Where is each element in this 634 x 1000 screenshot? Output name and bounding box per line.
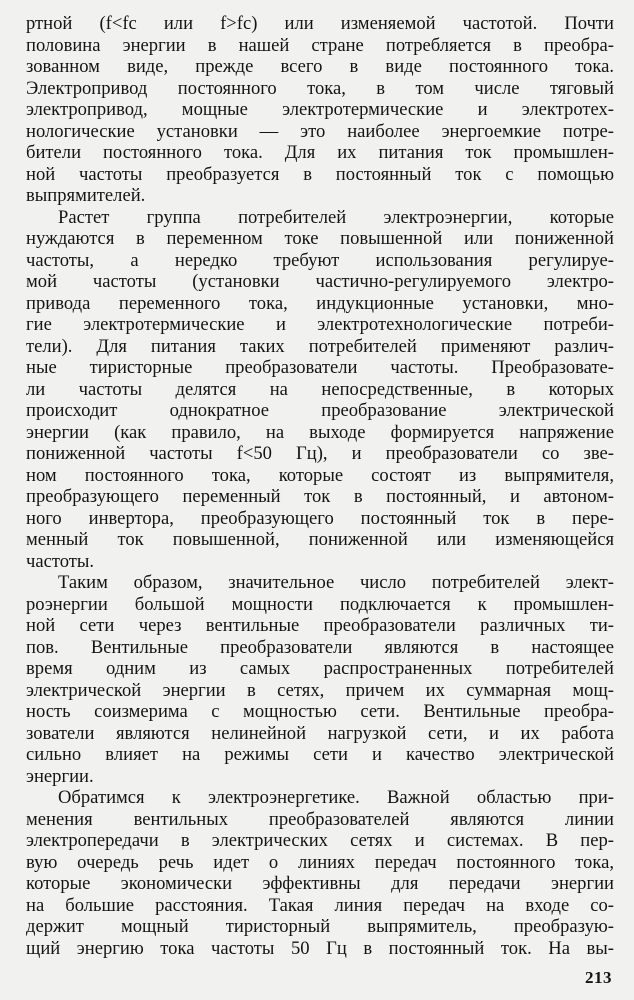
- text-line: гие электротермические и электротехнологические потреби-: [26, 314, 614, 335]
- text-line: частоты.: [26, 550, 95, 572]
- text-line: Растет группа потребителей электроэнергии, которые: [58, 206, 614, 228]
- text-line: Электропривод постоянного тока, в том числе тяговый: [26, 77, 614, 99]
- text-line: ного инвертора, преобразующего постоянный ток в пере-: [26, 507, 614, 529]
- text-line: ртной (f<fc или f>fc) или изменяемой частотой. Почти: [26, 13, 614, 34]
- text-line: происходит однократное преобразование электрической: [26, 400, 614, 421]
- text-line: ность соизмерима с мощностью сети. Вентильные преобра-: [26, 701, 614, 722]
- text-line: пониженной частоты f<50 Гц), и преобразователи со зве-: [26, 443, 614, 464]
- text-line: частоты, а нередко требуют использования регулируе-: [26, 249, 614, 271]
- text-line: электрической энергии в сетях, причем их суммарная мощ-: [26, 679, 614, 701]
- text-line: электропривод, мощные электротермические и электротех-: [26, 99, 614, 120]
- text-line: на большие расстояния. Такая линия передач на входе со-: [26, 894, 614, 916]
- text-line: ном постоянного тока, которые состоят из выпрямителя,: [26, 464, 614, 486]
- text-line: энергии.: [26, 765, 94, 787]
- text-line: тели). Для питания таких потребителей применяют различ-: [26, 335, 614, 357]
- text-line: мой частоты (установки частично-регулируемого электро-: [26, 271, 614, 292]
- text-line: пов. Вентильные преобразователи являются в настоящее: [26, 636, 614, 658]
- text-line: ной частоты преобразуется в постоянный ток с помощью: [26, 163, 614, 185]
- paragraph: [26, 787, 614, 959]
- text-line: ли частоты делятся на непосредственные, в которых: [26, 378, 614, 400]
- text-line: ные тиристорные преобразователи частоты. Преобразовате-: [26, 357, 614, 378]
- text-line: вую очередь речь идет о линиях передач постоянного тока,: [26, 851, 614, 873]
- text-line: нологические установки — это наиболее энергоемкие потре-: [26, 120, 614, 142]
- text-line: менный ток повышенной, пониженной или изменяющейся: [26, 529, 614, 550]
- text-line: привода переменного тока, индукционные установки, мно-: [26, 292, 614, 314]
- text-line: Обратимся к электроэнергетике. Важной областью при-: [58, 787, 614, 808]
- text-line: время одним из самых распространенных потребителей: [26, 658, 614, 679]
- text-line: преобразующего переменный ток в постоянный, и автоном-: [26, 486, 614, 507]
- text-line: зованном виде, прежде всего в виде постоянного тока.: [26, 56, 614, 77]
- text-line: роэнергии большой мощности подключается к промышлен-: [26, 593, 614, 615]
- page-text: [26, 13, 614, 959]
- text-line: выпрямителей.: [26, 185, 146, 206]
- text-line: держит мощный тиристорный выпрямитель, преобразую-: [26, 916, 614, 937]
- text-line: половина энергии в нашей стране потребляется в преобра-: [26, 34, 614, 56]
- text-line: ной сети через вентильные преобразователи различных ти-: [26, 615, 614, 636]
- text-line: которые экономически эффективны для передачи энергии: [26, 873, 614, 894]
- text-line: нуждаются в переменном токе повышенной или пониженной: [26, 228, 614, 249]
- text-line: энергии (как правило, на выходе формируется напряжение: [26, 421, 614, 443]
- text-line: менения вентильных преобразователей являются линии: [26, 808, 614, 830]
- page-number: 213: [585, 968, 612, 987]
- text-line: зователи являются нелинейной нагрузкой сети, и их работа: [26, 722, 614, 744]
- paragraph: [26, 13, 614, 207]
- paragraph: [26, 572, 614, 787]
- text-line: электропередачи в электрических сетях и системах. В пер-: [26, 830, 614, 851]
- paragraph: [26, 207, 614, 573]
- text-line: бители постоянного тока. Для их питания ток промышлен-: [26, 142, 614, 163]
- text-line: щий энергию тока частоты 50 Гц в постоянный ток. На вы-: [26, 937, 614, 959]
- text-line: Таким образом, значительное число потребителей элект-: [58, 572, 614, 593]
- text-line: сильно влияет на режимы сети и качество электрической: [26, 744, 614, 765]
